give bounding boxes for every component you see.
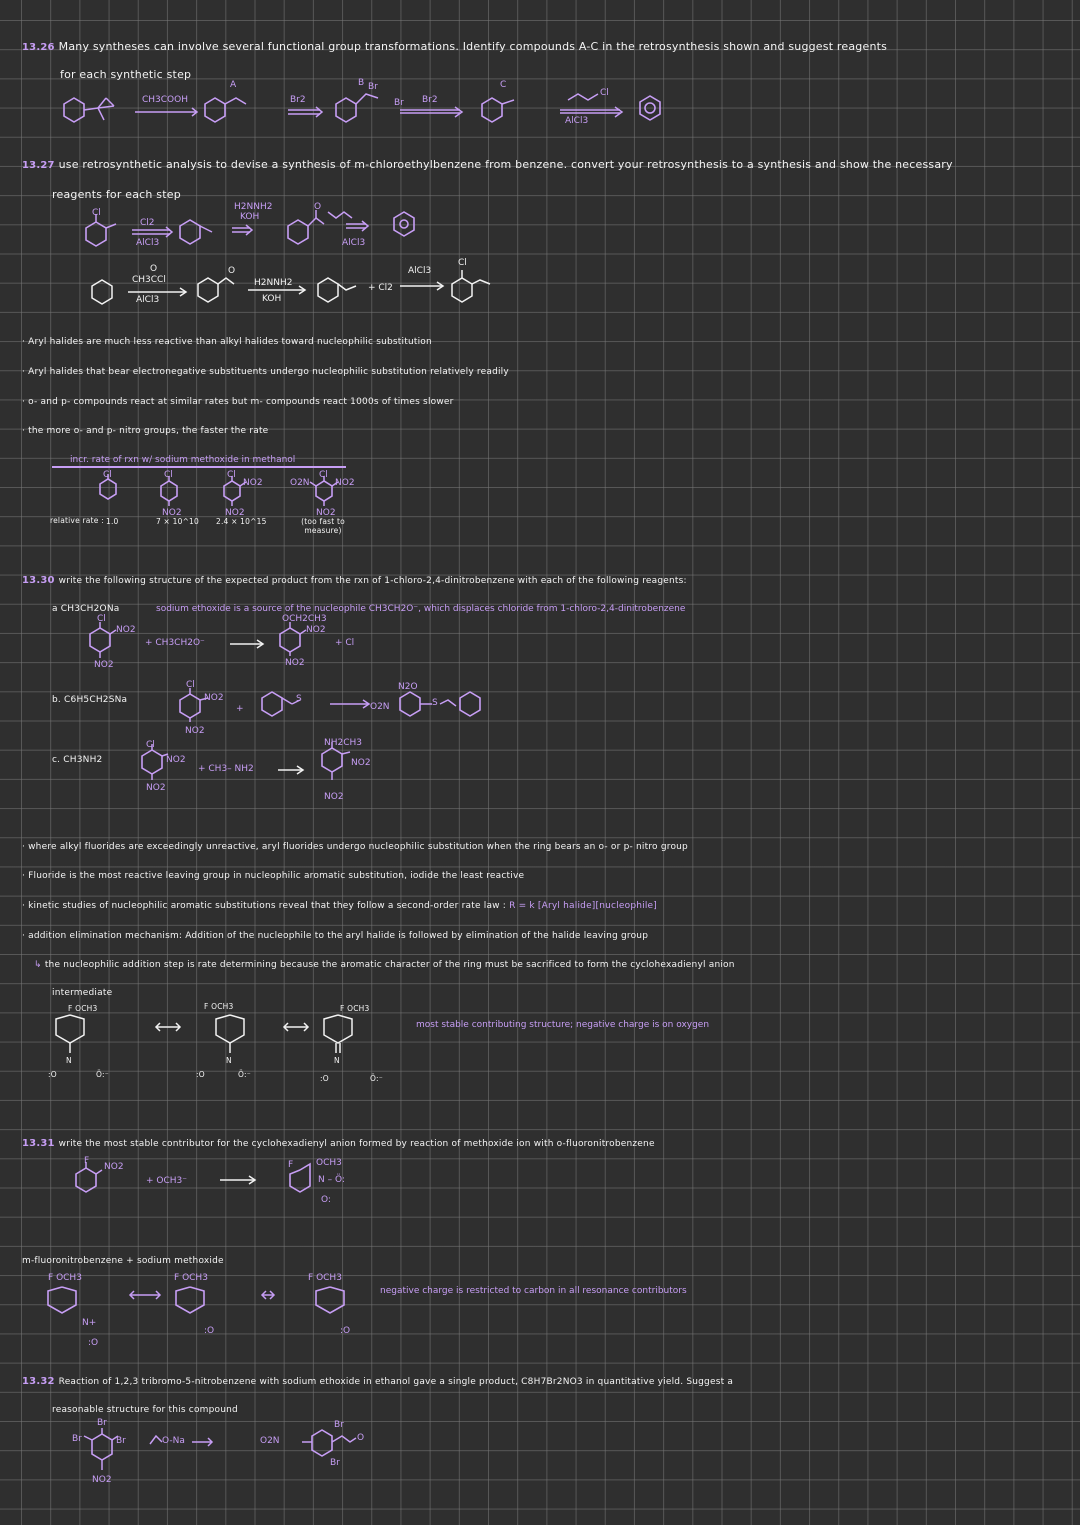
fwd-plus-cl2: + Cl2 — [368, 283, 393, 293]
q13-32-prompt-cont: reasonable structure for this compound — [52, 1405, 238, 1415]
note-2: · Aryl halides that bear electronegative substituents undergo nucleophilic substitution relatively readily — [22, 367, 509, 377]
q31-sm-no2: NO2 — [104, 1162, 124, 1172]
rate-value-1: 1.0 — [106, 517, 119, 526]
meta1-o: :O — [88, 1338, 99, 1348]
int3-o: :O — [320, 1074, 329, 1083]
retro-r3-alcl3: AlCl3 — [342, 238, 366, 248]
meta-case-title: m-fluoronitrobenzene + sodium methoxide — [22, 1256, 224, 1266]
reagent-alcl3: AlCl3 — [565, 116, 589, 126]
a-prod-oet: OCH2CH3 — [282, 614, 327, 624]
b-reagent-s: S — [296, 694, 302, 704]
fwd-r1-bottom: AlCl3 — [136, 295, 160, 305]
b-br-2: Br — [394, 98, 404, 108]
fwd-r2-top: H2NNH2 — [254, 278, 293, 288]
b-sm-no2-bottom: NO2 — [185, 726, 205, 736]
fwd-r1-top: CH3CCl — [132, 275, 166, 285]
int2-n: N — [226, 1056, 232, 1065]
note-8: · addition elimination mechanism: Addition of the nucleophile to the aryl halide is followed by elimination of the halide leaving group — [22, 931, 649, 941]
fwd-product-cl: Cl — [458, 258, 467, 268]
retro-r2-koh: KOH — [240, 212, 260, 222]
q13-27-scheme — [0, 200, 1080, 300]
fwd-r3-alcl3: AlCl3 — [408, 266, 432, 276]
retro-r1-top: Cl2 — [140, 218, 155, 228]
rate-law: R = k [Aryl halide][nucleophile] — [509, 901, 657, 911]
rate-c4-no2-side: NO2 — [335, 478, 355, 488]
retro-r2-hydrazine: H2NNH2 — [234, 202, 273, 212]
note-5: · where alkyl fluorides are exceedingly unreactive, aryl fluorides undergo nucleophilic substitution when the ring bears an o- or p- nitro group — [22, 842, 688, 852]
q31-prod-och3: OCH3 — [316, 1158, 342, 1168]
note-4: · the more o- and p- nitro groups, the faster the rate — [22, 426, 269, 436]
meta3-subs: F OCH3 — [308, 1273, 342, 1283]
reagent-ch3cooh: CH3COOH — [142, 95, 188, 105]
intermediate-label: intermediate — [52, 988, 113, 998]
int1-o-minus: Ö:⁻ — [96, 1070, 109, 1079]
rate-c3-no2-side: NO2 — [243, 478, 263, 488]
c-sm-no2: NO2 — [166, 755, 186, 765]
q32-reagent: O-Na — [162, 1436, 185, 1446]
meta2-subs: F OCH3 — [174, 1273, 208, 1283]
label-c: C — [500, 80, 507, 90]
int3-subs: F OCH3 — [340, 1004, 370, 1013]
q32-sm-no2: NO2 — [92, 1475, 112, 1485]
a-sm-no2-bottom: NO2 — [94, 660, 114, 670]
b-prod-s: S — [432, 698, 438, 708]
meta-note: negative charge is restricted to carbon in all resonance contributors — [380, 1286, 687, 1296]
int3-n: N — [334, 1056, 340, 1065]
rate-c3-cl: Cl — [227, 470, 236, 480]
note-7: · kinetic studies of nucleophilic aromatic substitutions reveal that they follow a second-order rate law : R = k [Aryl halide][nucleophile] — [22, 901, 657, 911]
int1-subs: F OCH3 — [68, 1004, 98, 1013]
q31-reagent: + OCH3⁻ — [146, 1176, 188, 1186]
fwd-r2-bottom: KOH — [262, 294, 282, 304]
retro-r1-bottom: AlCl3 — [136, 238, 160, 248]
int1-o: :O — [48, 1070, 57, 1079]
int1-n: N — [66, 1056, 72, 1065]
b-br-1: Br — [368, 82, 378, 92]
note-1: · Aryl halides are much less reactive than alkyl halides toward nucleophilic substitution — [22, 337, 432, 347]
c-prod-no2: NO2 — [351, 758, 371, 768]
a-sm-cl: Cl — [97, 614, 106, 624]
q13-30-c-label: c. CH3NH2 — [52, 755, 103, 765]
rate-c4-o2n: O2N — [290, 478, 310, 488]
q32-prod-br-bottom: Br — [330, 1458, 340, 1468]
rate-value-3: 2.4 × 10^15 — [216, 517, 267, 526]
q31-prod-o: O: — [321, 1195, 331, 1205]
q13-26-prompt-cont: for each synthetic step — [60, 68, 192, 81]
q13-32-scheme — [40, 1418, 440, 1498]
int2-subs: F OCH3 — [204, 1002, 234, 1011]
label-b: B — [358, 78, 365, 88]
most-stable-note: most stable contributing structure; negative charge is on oxygen — [416, 1020, 710, 1030]
a-byproduct: + Cl — [335, 638, 355, 648]
q32-prod-o: O — [357, 1433, 365, 1443]
q32-sm-br-left: Br — [72, 1434, 82, 1444]
q13-30-a-label: a CH3CH2ONa — [52, 604, 120, 614]
q13-27-prompt-cont: reagents for each step — [52, 188, 181, 201]
meta1-n: N+ — [82, 1318, 97, 1328]
rate-row-label: relative rate : — [50, 516, 104, 525]
q31-sm-f: F — [84, 1156, 90, 1166]
int2-o: :O — [196, 1070, 205, 1079]
int2-o-minus: Ö:⁻ — [238, 1070, 251, 1079]
q32-prod-br-top: Br — [334, 1420, 344, 1430]
note-9: ↳ the nucleophilic addition step is rate determining because the aromatic character of the ring must be sacrificed to form the cyclohexadienyl anion — [34, 960, 735, 970]
meta3-o: :O — [340, 1326, 351, 1336]
c-reagent: + CH3– NH2 — [198, 764, 254, 774]
meta2-o: :O — [204, 1326, 215, 1336]
a-reagent: + CH3CH2O⁻ — [145, 638, 205, 648]
fwd-acyl-o: O — [150, 264, 158, 274]
b-prod-o2n: O2N — [370, 702, 390, 712]
question-number: 13.31 — [22, 1138, 55, 1149]
q13-30-prompt: 13.30 write the following structure of the expected product from the rxn of 1-chloro-2,4-dinitrobenzene with each of the following reagents: — [22, 575, 687, 586]
q13-26-scheme — [0, 80, 1080, 140]
q32-prod-o2n: O2N — [260, 1436, 280, 1446]
reagent-chloroethane-cl: Cl — [600, 88, 609, 98]
q31-prod-f: F — [288, 1160, 294, 1170]
b-prod-top: N2O — [398, 682, 418, 692]
rate-c2-no2: NO2 — [162, 508, 182, 518]
rate-table-title: incr. rate of rxn w/ sodium methoxide in methanol — [70, 455, 296, 465]
rate-c4-cl: Cl — [319, 470, 328, 480]
question-number: 13.32 — [22, 1376, 55, 1387]
q32-sm-br-right: Br — [116, 1436, 126, 1446]
q13-27-prompt: 13.27 use retrosynthetic analysis to devise a synthesis of m-chloroethylbenzene from benzene. convert your retrosynthesis to a synthesis and show the necessary — [22, 158, 953, 171]
rate-c3-no2: NO2 — [225, 508, 245, 518]
a-prod-no2-bottom: NO2 — [285, 658, 305, 668]
reagent-br2: Br2 — [290, 95, 306, 105]
retro-cl: Cl — [92, 208, 101, 218]
c-prod-nhme: NH2CH3 — [324, 738, 363, 748]
a-sm-no2: NO2 — [116, 625, 136, 635]
note-3: · o- and p- compounds react at similar rates but m- compounds react 1000s of times slower — [22, 397, 454, 407]
rate-value-4: (too fast to measure) — [301, 517, 345, 535]
q13-26-prompt: 13.26 Many syntheses can involve several functional group transformations. Identify compounds A-C in the retrosynthesis shown and suggest reagents — [22, 40, 888, 53]
int3-o-minus: Ö:⁻ — [370, 1074, 383, 1083]
rate-c4-no2: NO2 — [316, 508, 336, 518]
c-sm-no2-bottom: NO2 — [146, 783, 166, 793]
b-sm-no2: NO2 — [204, 693, 224, 703]
q13-30-b-label: b. C6H5CH2SNa — [52, 695, 128, 705]
q13-30-a-note: sodium ethoxide is a source of the nucleophile CH3CH2O⁻, which displaces chloride from 1-chloro-2,4-dinitrobenzene — [156, 604, 686, 614]
rate-c1-cl: Cl — [103, 470, 112, 480]
q13-32-prompt: 13.32 Reaction of 1,2,3 tribromo-5-nitrobenzene with sodium ethoxide in ethanol gave a single product, C8H7Br2NO3 in quantitative yield. Suggest a — [22, 1376, 734, 1387]
b-plus: + — [236, 704, 244, 714]
b-sm-cl: Cl — [186, 680, 195, 690]
q31-prod-n: N – Ö: — [318, 1175, 345, 1185]
rate-value-2: 7 × 10^10 — [156, 517, 199, 526]
reagent-br2-b: Br2 — [422, 95, 438, 105]
label-a: A — [230, 80, 237, 90]
question-number: 13.27 — [22, 160, 55, 171]
rate-c2-cl: Cl — [164, 470, 173, 480]
retro-ketone-o: O — [314, 202, 322, 212]
question-number: 13.26 — [22, 42, 55, 53]
note-6: · Fluoride is the most reactive leaving group in nucleophilic aromatic substitution, iodide the least reactive — [22, 871, 525, 881]
a-prod-no2: NO2 — [306, 625, 326, 635]
sub-arrow-icon: ↳ — [34, 960, 42, 970]
question-number: 13.30 — [22, 575, 55, 586]
fwd-ketone-o: O — [228, 266, 236, 276]
c-prod-no2-bottom: NO2 — [324, 792, 344, 802]
meta1-subs: F OCH3 — [48, 1273, 82, 1283]
c-sm-cl: Cl — [146, 740, 155, 750]
q13-31-prompt: 13.31 write the most stable contributor for the cyclohexadienyl anion formed by reaction of methoxide ion with o-fluoronitrobenzene — [22, 1138, 655, 1149]
q32-sm-br-top: Br — [97, 1418, 107, 1428]
